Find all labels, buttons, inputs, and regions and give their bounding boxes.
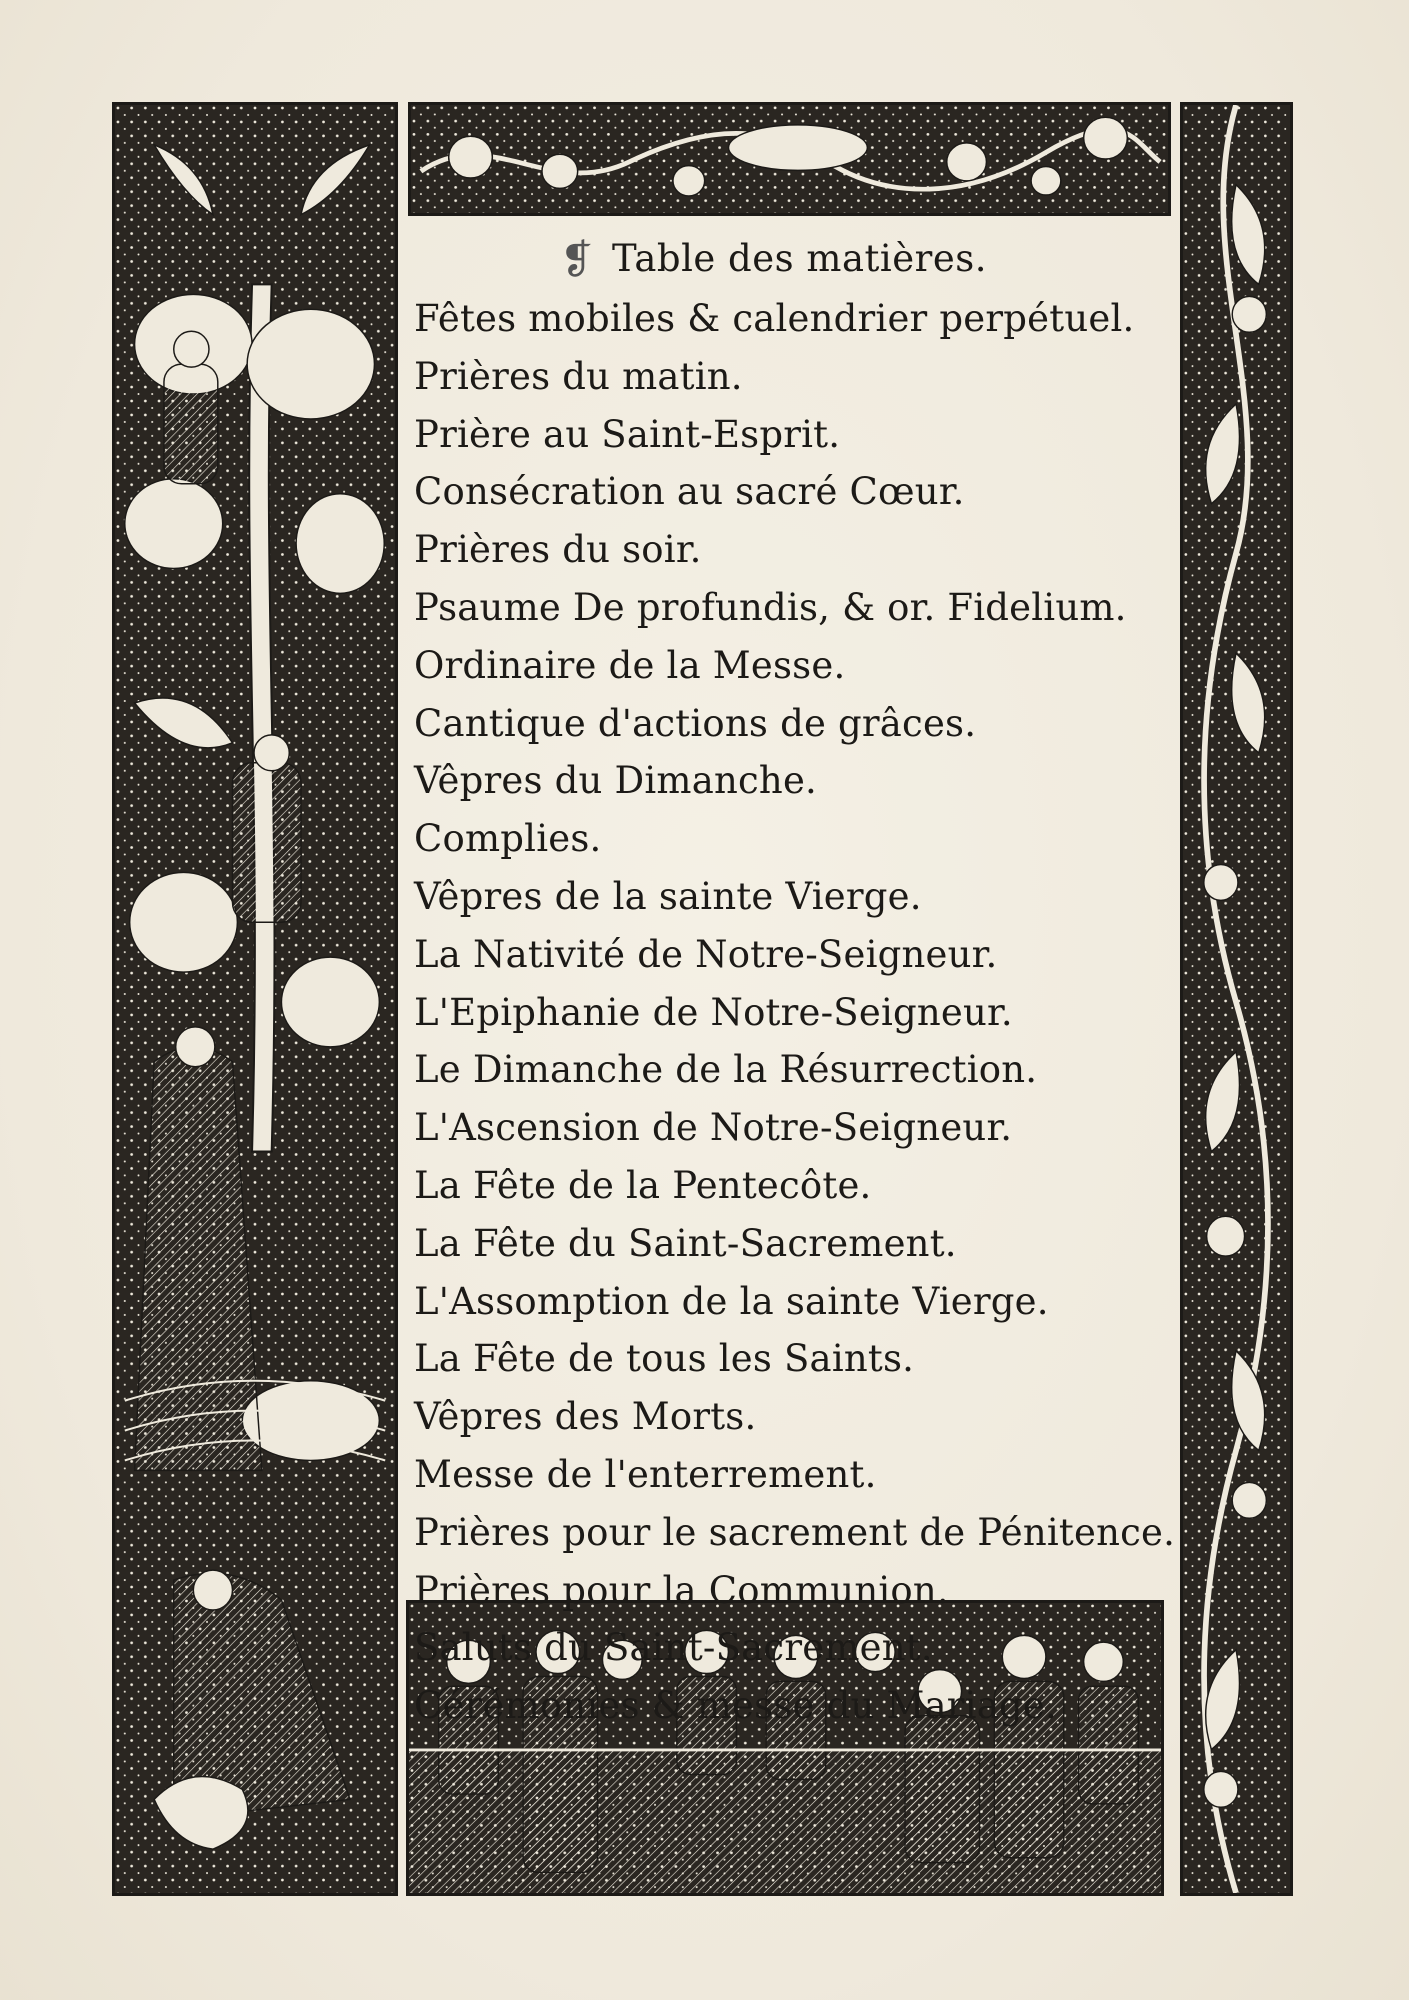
- toc-entry-list: [414, 290, 1175, 1735]
- toc-entry: La Fête de tous les Saints.: [414, 1337, 915, 1381]
- pilcrow-ornament-icon: ❡: [560, 237, 595, 283]
- left-woodcut-art: [115, 105, 395, 1893]
- toc-entry: Prières du matin.: [414, 354, 743, 398]
- toc-entry: Prières pour la Communion.: [414, 1568, 949, 1612]
- toc-entry: Le Dimanche de la Résurrection.: [414, 1048, 1038, 1092]
- toc-entry: L'Ascension de Notre-Seigneur.: [414, 1106, 1013, 1150]
- toc-entry: Fêtes mobiles & calendrier perpétuel.: [414, 297, 1135, 340]
- toc-title-text: Table des matières.: [612, 237, 987, 280]
- toc-title: [560, 237, 987, 283]
- top-border-art: [411, 105, 1168, 213]
- toc-entry: La Fête du Saint-Sacrement.: [414, 1221, 957, 1265]
- toc-entry: Saluts du Saint-Sacrement.: [414, 1626, 933, 1670]
- toc-entry: La Fête de la Pentecôte.: [414, 1163, 872, 1207]
- right-acanthus-border: [1180, 102, 1293, 1896]
- toc-entry: Messe de l'enterrement.: [414, 1452, 877, 1496]
- toc-entry: Prières pour le sacrement de Pénitence.: [414, 1510, 1176, 1554]
- left-woodcut-illustration: [112, 102, 398, 1896]
- toc-entry: Psaume De profundis, & or. Fidelium.: [414, 585, 1127, 629]
- toc-entry: Cantique d'actions de grâces.: [414, 701, 977, 745]
- toc-entry: Complies.: [414, 817, 602, 861]
- toc-entry: Prières du soir.: [414, 528, 702, 572]
- toc-entry: Ordinaire de la Messe.: [414, 643, 846, 687]
- toc-entry: Prière au Saint-Esprit.: [414, 412, 841, 456]
- top-floral-border: [408, 102, 1171, 216]
- right-border-art: [1183, 105, 1290, 1893]
- toc-entry: L'Assomption de la sainte Vierge.: [414, 1279, 1049, 1323]
- toc-entry: L'Epiphanie de Notre-Seigneur.: [414, 990, 1013, 1034]
- toc-entry: Consécration au sacré Cœur.: [414, 470, 965, 514]
- toc-entry: Vêpres des Morts.: [414, 1395, 757, 1439]
- toc-entry: La Nativité de Notre-Seigneur.: [414, 932, 998, 976]
- table-of-contents: [410, 232, 1180, 1728]
- toc-entry: Vêpres du Dimanche.: [414, 759, 817, 803]
- toc-entry: Vêpres de la sainte Vierge.: [414, 874, 922, 918]
- toc-entry: Cérémonies & messe du Mariage.: [414, 1684, 1057, 1728]
